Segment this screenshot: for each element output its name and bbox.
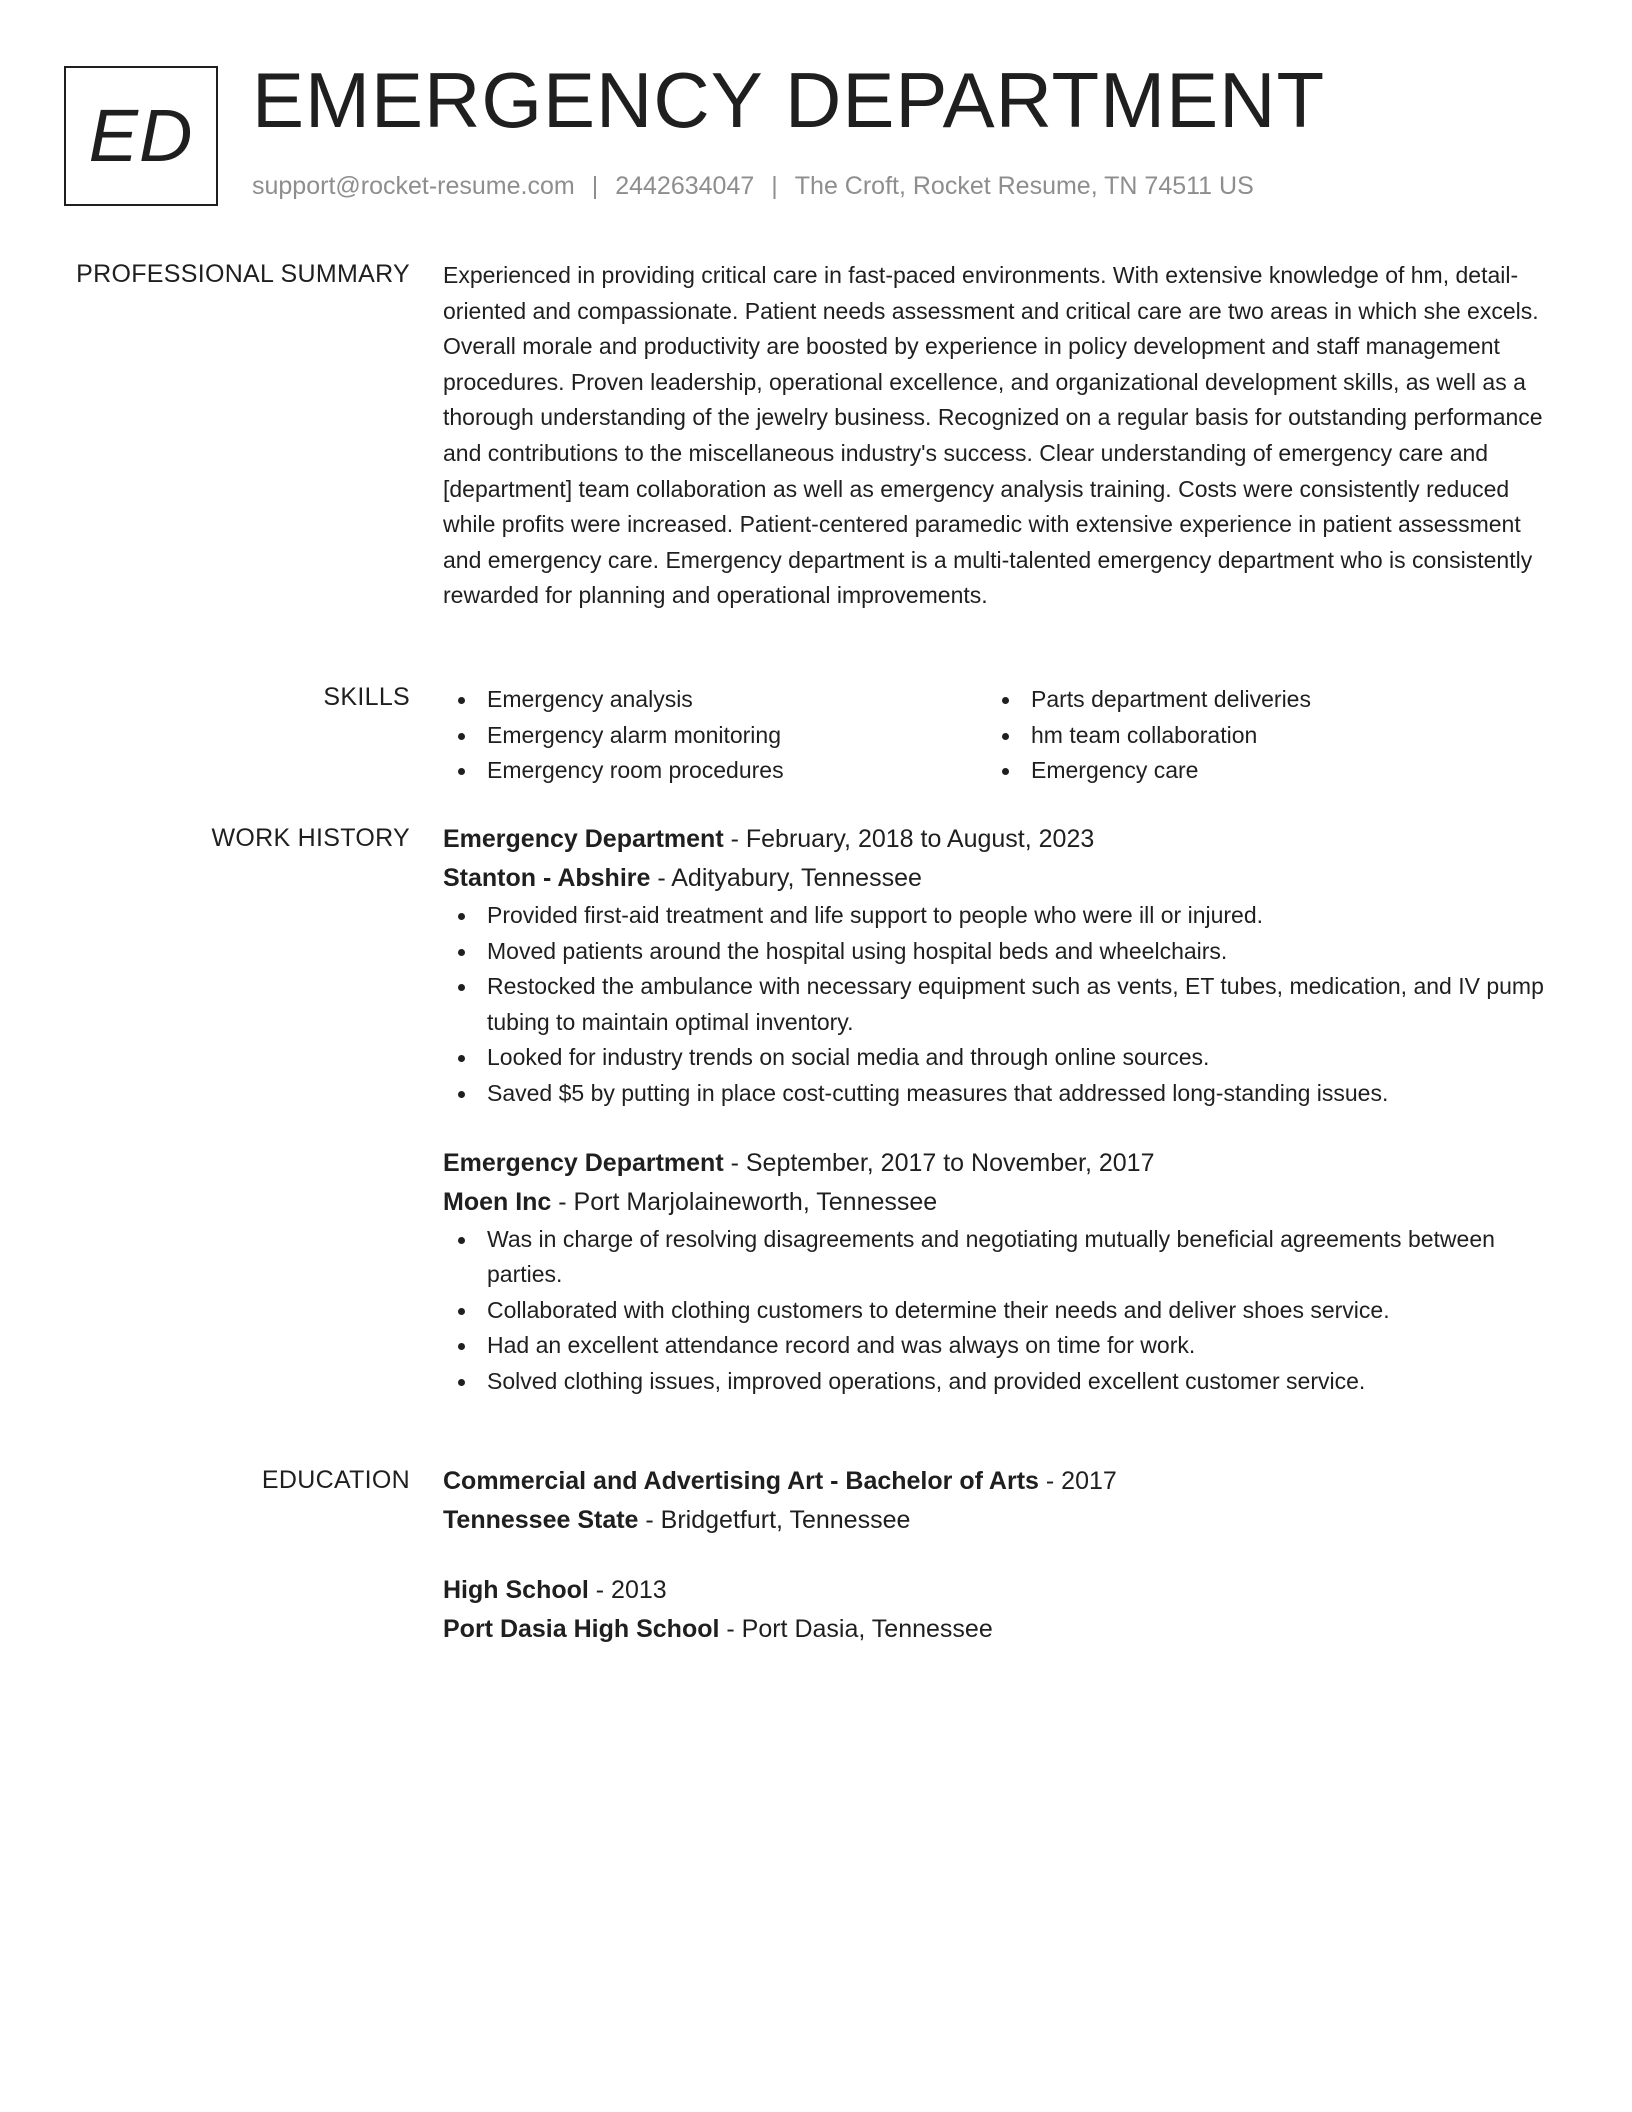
monogram-initials: ED xyxy=(88,94,194,177)
skills-heading: SKILLS xyxy=(323,683,410,711)
education-location: - Bridgetfurt, Tennessee xyxy=(638,1506,911,1534)
monogram-box xyxy=(64,66,218,206)
job-bullet: Saved $5 by putting in place cost-cutting measures that addressed long-standing issues. xyxy=(443,1076,1553,1112)
skills-grid xyxy=(443,682,1553,789)
skill-item: Emergency room procedures xyxy=(443,753,987,789)
job-bullet: Solved clothing issues, improved operations, and provided excellent customer service. xyxy=(443,1364,1553,1400)
job-title-line xyxy=(443,820,1553,859)
contact-line xyxy=(252,172,1254,201)
job-entry xyxy=(443,1144,1553,1400)
contact-address: The Croft, Rocket Resume, TN 74511 US xyxy=(794,172,1254,200)
education-entry xyxy=(443,1571,1553,1649)
job-location: - Adityabury, Tennessee xyxy=(650,864,922,892)
education-degree: High School xyxy=(443,1576,589,1604)
contact-separator: | xyxy=(771,172,778,200)
skill-item: hm team collaboration xyxy=(987,718,1531,754)
summary-heading: PROFESSIONAL SUMMARY xyxy=(76,260,410,288)
job-bullet: Collaborated with clothing customers to determine their needs and deliver shoes service. xyxy=(443,1293,1553,1329)
skill-item: Emergency care xyxy=(987,753,1531,789)
job-title: Emergency Department xyxy=(443,1148,724,1177)
job-title: Emergency Department xyxy=(443,825,724,853)
education-year: - 2017 xyxy=(1038,1467,1117,1495)
skill-item: Emergency alarm monitoring xyxy=(443,718,987,754)
job-bullet: Provided first-aid treatment and life support to people who were ill or injured. xyxy=(443,898,1553,934)
contact-phone: 2442634047 xyxy=(615,172,755,200)
education-heading: EDUCATION xyxy=(261,1466,410,1494)
job-company-line xyxy=(443,859,1553,898)
education-degree: Commercial and Advertising Art - Bachelor of Arts xyxy=(443,1467,1039,1495)
work-history-heading: WORK HISTORY xyxy=(211,824,410,852)
summary-text: Experienced in providing critical care in fast-paced environments. With extensive knowledge of hm, detail-oriented and compassionate. Patient needs assessment and critical care are two areas in which she excels. Overall morale and productivity are boosted by experience in policy development and staff management procedures. Proven leadership, operational excellence, and organizational development skills, as well as a thorough understanding of the jewelry business. Recognized on a regular basis for outstanding performance and contributions to the miscellaneous industry's success. Clear understanding of emergency care and [department] team collaboration as well as emergency analysis training. Costs were consistently reduced while profits were increased. Patient-centered paramedic with extensive experience in patient assessment and emergency care. Emergency department is a multi-talented emergency department who is consistently rewarded for planning and operational improvements. xyxy=(443,262,1543,609)
job-dates: - September, 2017 to November, 2017 xyxy=(723,1148,1155,1177)
job-title-line xyxy=(443,1144,1553,1183)
education-school: Tennessee State xyxy=(443,1506,639,1534)
education-entry xyxy=(443,1462,1553,1540)
skills-column-left xyxy=(443,682,987,789)
skill-item: Parts department deliveries xyxy=(987,682,1531,718)
job-entry xyxy=(443,820,1553,1112)
resume-name: EMERGENCY DEPARTMENT xyxy=(252,56,1326,144)
skill-item: Emergency analysis xyxy=(443,682,987,718)
contact-separator: | xyxy=(591,172,599,200)
job-company: Moen Inc xyxy=(443,1187,552,1216)
education-year: - 2013 xyxy=(588,1576,667,1604)
education-location: - Port Dasia, Tennessee xyxy=(719,1615,993,1643)
education-school-line xyxy=(443,1610,1553,1649)
education-degree-line xyxy=(443,1462,1553,1501)
job-bullet: Restocked the ambulance with necessary equipment such as vents, ET tubes, medication, and IV pump tubing to maintain optimal inventory. xyxy=(443,969,1553,1040)
job-bullets xyxy=(443,898,1553,1112)
skills-column-right xyxy=(987,682,1531,789)
job-location: - Port Marjolaineworth, Tennessee xyxy=(551,1187,938,1216)
job-bullet: Looked for industry trends on social media and through online sources. xyxy=(443,1040,1553,1076)
education-school-line xyxy=(443,1501,1553,1540)
job-company: Stanton - Abshire xyxy=(443,864,651,892)
education-degree-line xyxy=(443,1571,1553,1610)
contact-email: support@rocket-resume.com xyxy=(252,172,575,200)
job-bullets xyxy=(443,1222,1553,1400)
job-dates: - February, 2018 to August, 2023 xyxy=(723,825,1095,853)
job-company-line xyxy=(443,1183,1553,1222)
job-bullet: Was in charge of resolving disagreements and negotiating mutually beneficial agreements between parties. xyxy=(443,1222,1553,1293)
job-bullet: Had an excellent attendance record and was always on time for work. xyxy=(443,1328,1553,1364)
education-school: Port Dasia High School xyxy=(443,1615,720,1643)
job-bullet: Moved patients around the hospital using hospital beds and wheelchairs. xyxy=(443,934,1553,970)
